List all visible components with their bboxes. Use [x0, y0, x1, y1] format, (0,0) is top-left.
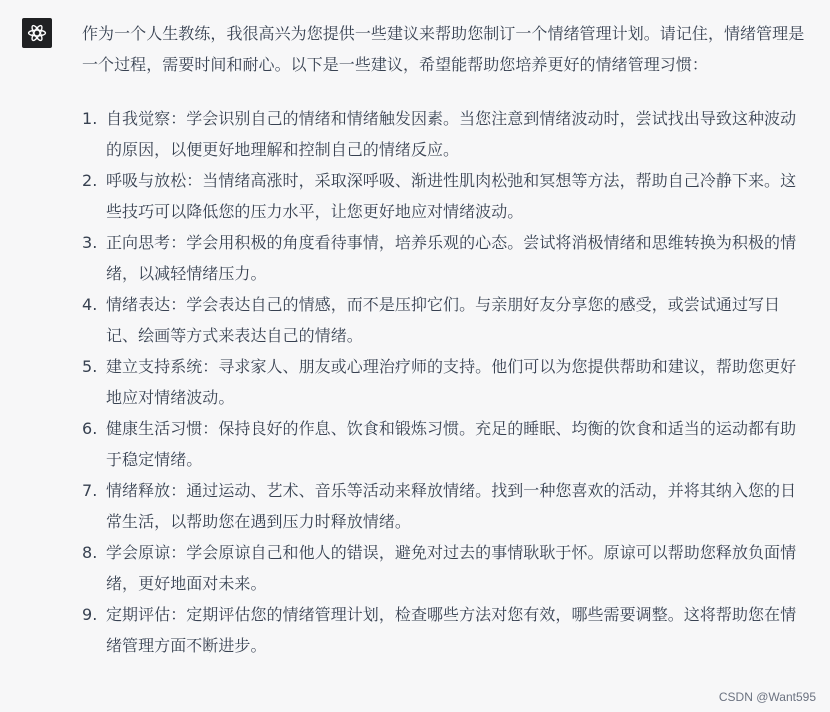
list-item — [82, 537, 812, 599]
list-item-number: 1. — [82, 109, 98, 128]
list-item-text: 定期评估：定期评估您的情绪管理计划，检查哪些方法对您有效，哪些需要调整。这将帮助您在情绪管理方面不断进步。 — [106, 605, 797, 655]
list-item-text: 情绪表达：学会表达自己的情感，而不是压抑它们。与亲朋好友分享您的感受，或尝试通过写日记、绘画等方式来表达自己的情绪。 — [106, 295, 781, 345]
list-item-text: 呼吸与放松：当情绪高涨时，采取深呼吸、渐进性肌肉松弛和冥想等方法，帮助自己冷静下来。这些技巧可以降低您的压力水平，让您更好地应对情绪波动。 — [106, 171, 797, 221]
openai-logo-icon — [26, 22, 48, 44]
list-item — [82, 475, 812, 537]
list-item — [82, 103, 812, 165]
list-item-number: 4. — [82, 295, 98, 314]
list-item-text: 正向思考：学会用积极的角度看待事情，培养乐观的心态。尝试将消极情绪和思维转换为积极的情绪，以减轻情绪压力。 — [106, 233, 797, 283]
list-item-number: 8. — [82, 543, 98, 562]
suggestion-list — [82, 103, 812, 661]
list-item-text: 学会原谅：学会原谅自己和他人的错误，避免对过去的事情耿耿于怀。原谅可以帮助您释放负面情绪，更好地面对未来。 — [106, 543, 797, 593]
assistant-avatar — [22, 18, 52, 48]
list-item — [82, 351, 812, 413]
list-item-text: 自我觉察：学会识别自己的情绪和情绪触发因素。当您注意到情绪波动时，尝试找出导致这种波动的原因，以便更好地理解和控制自己的情绪反应。 — [106, 109, 797, 159]
list-item-number: 7. — [82, 481, 98, 500]
list-item — [82, 599, 812, 661]
list-item-text: 建立支持系统：寻求家人、朋友或心理治疗师的支持。他们可以为您提供帮助和建议，帮助您更好地应对情绪波动。 — [106, 357, 797, 407]
list-item-number: 3. — [82, 233, 98, 252]
list-item-number: 2. — [82, 171, 98, 190]
list-item — [82, 413, 812, 475]
list-item-text: 情绪释放：通过运动、艺术、音乐等活动来释放情绪。找到一种您喜欢的活动，并将其纳入您的日常生活，以帮助您在遇到压力时释放情绪。 — [106, 481, 797, 531]
list-item-number: 6. — [82, 419, 98, 438]
list-item — [82, 289, 812, 351]
list-item-number: 9. — [82, 605, 98, 624]
list-item — [82, 165, 812, 227]
list-item-number: 5. — [82, 357, 98, 376]
watermark-text: CSDN @Want595 — [718, 690, 816, 704]
intro-paragraph: 作为一个人生教练，我很高兴为您提供一些建议来帮助您制订一个情绪管理计划。请记住，情绪管理是一个过程，需要时间和耐心。以下是一些建议，希望能帮助您培养更好的情绪管理习惯： — [82, 24, 805, 74]
list-item-text: 健康生活习惯：保持良好的作息、饮食和锻炼习惯。充足的睡眠、均衡的饮食和适当的运动都有助于稳定情绪。 — [106, 419, 797, 469]
list-item — [82, 227, 812, 289]
message-content — [82, 18, 812, 661]
